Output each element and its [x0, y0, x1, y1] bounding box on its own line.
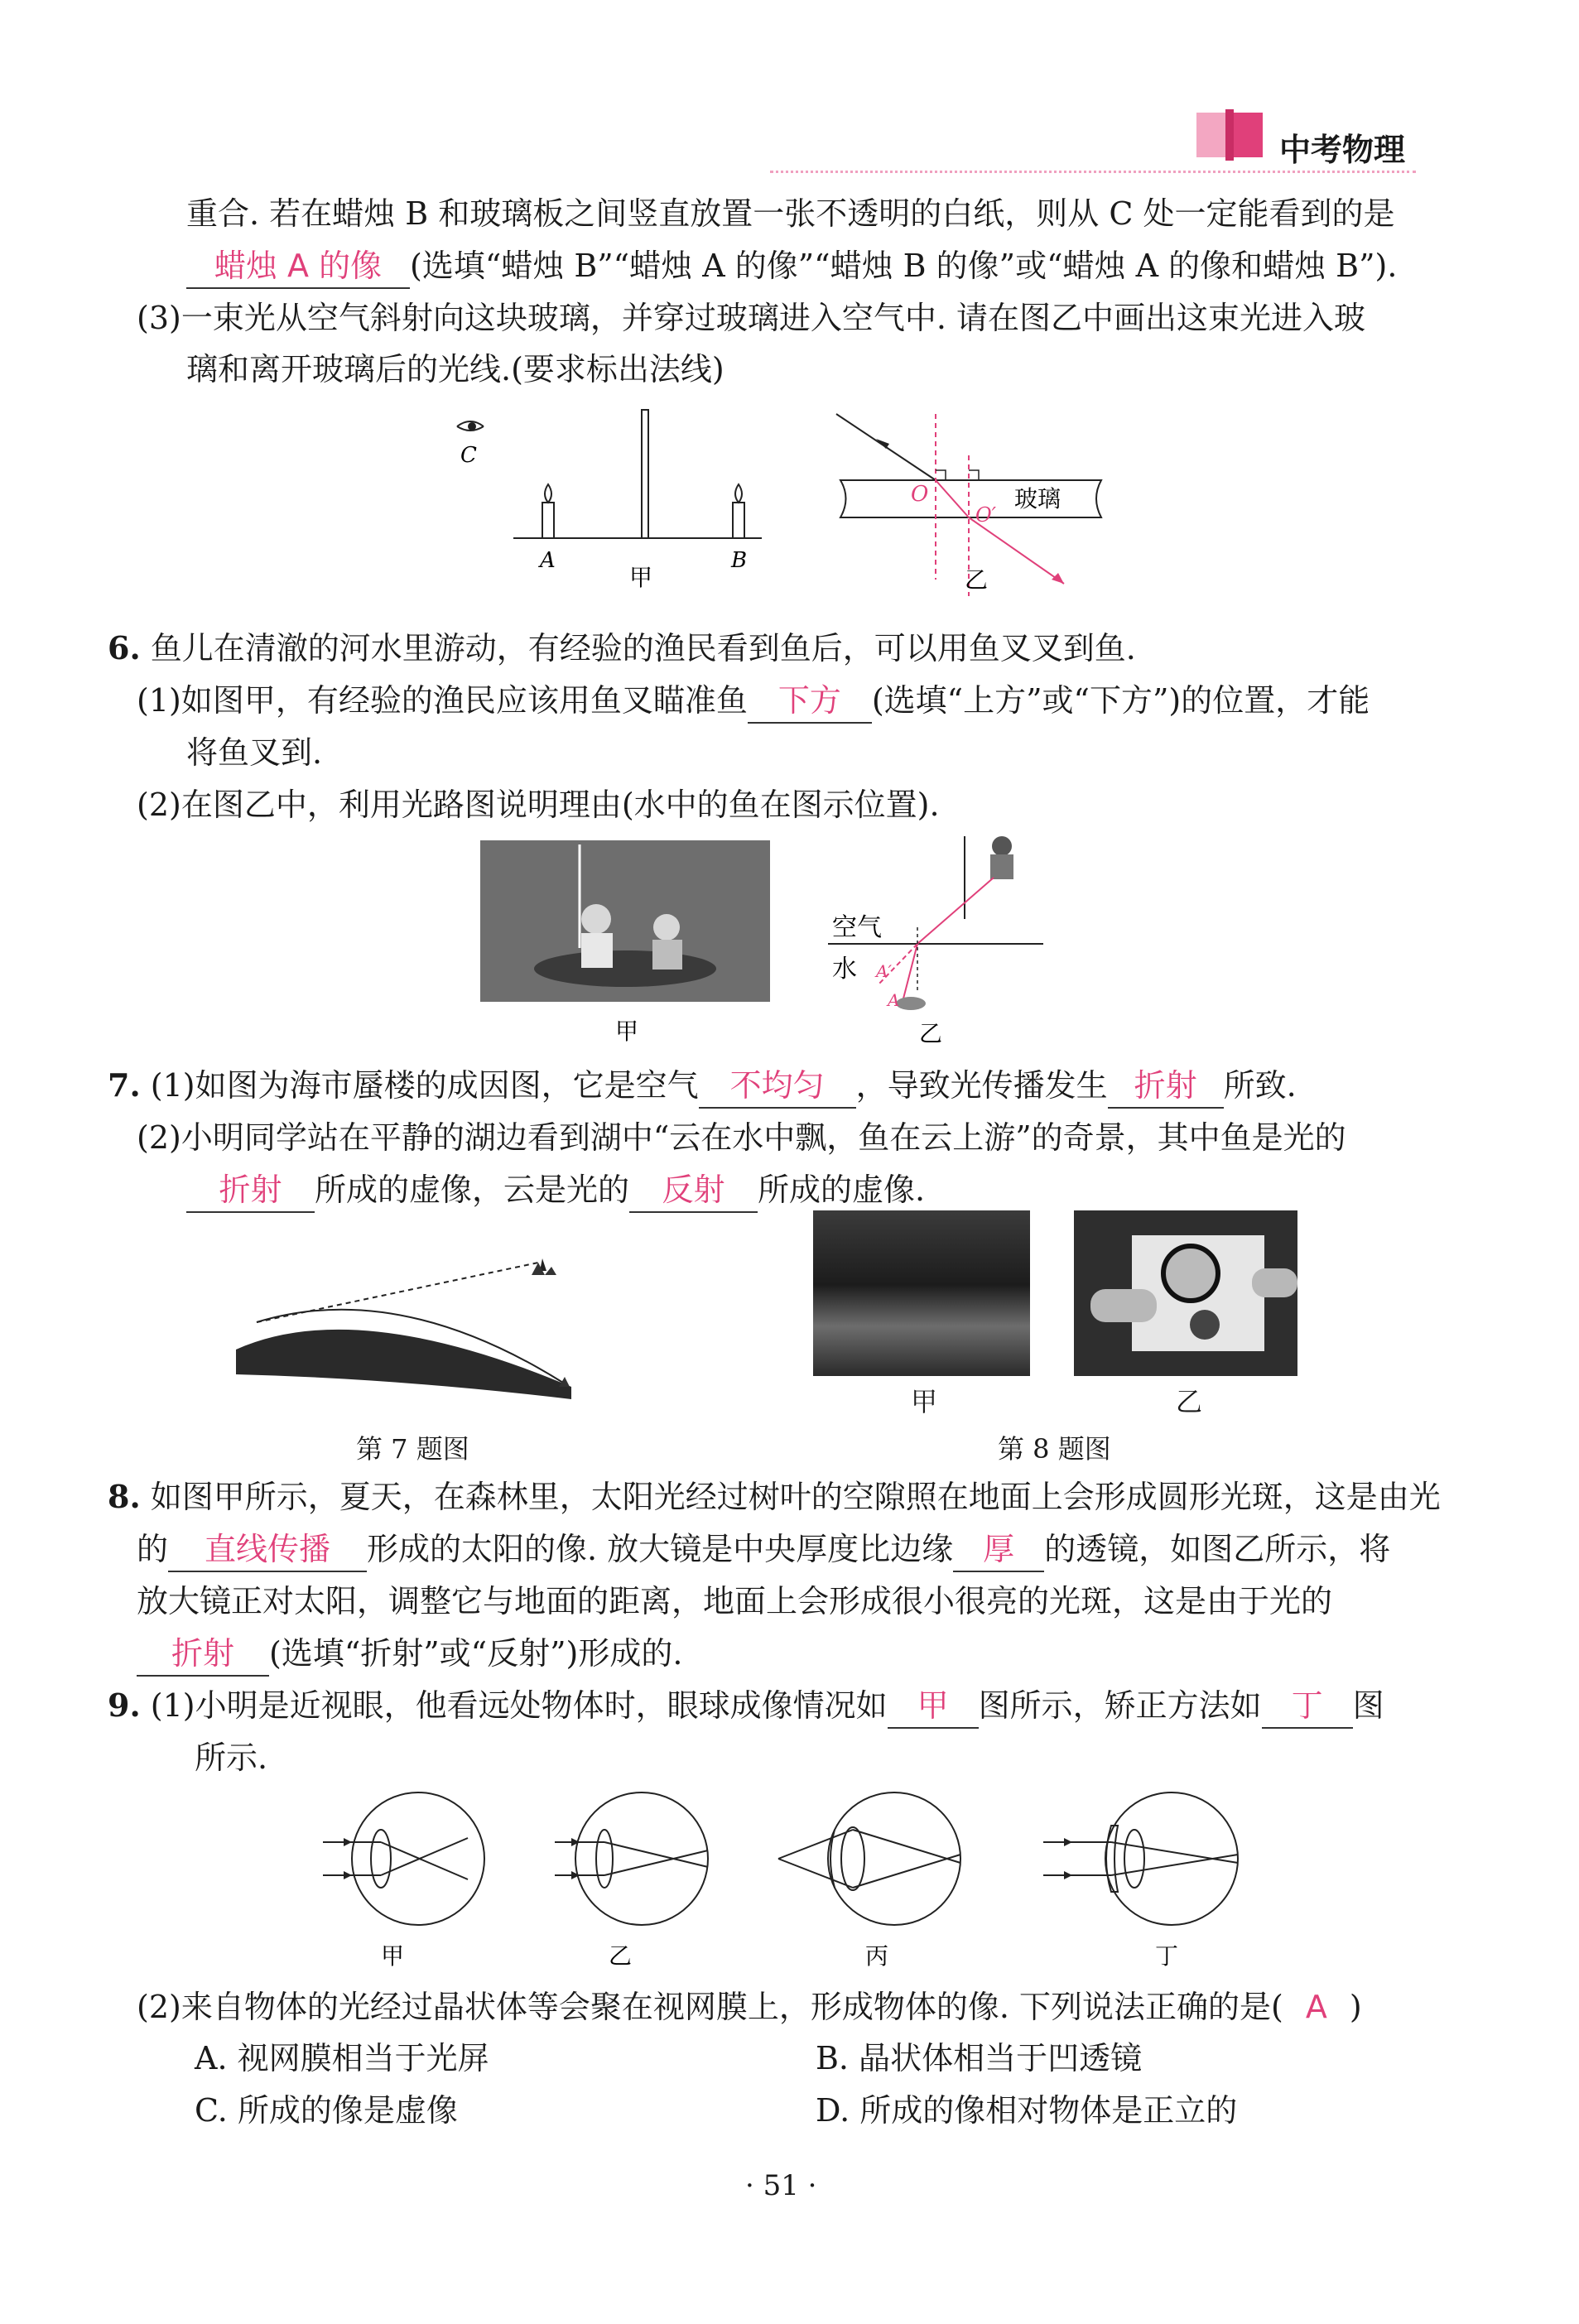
label-a: A [540, 548, 556, 573]
label-yi: 乙 [609, 1942, 633, 1970]
q7-p1-post: 所致. [1223, 1067, 1297, 1104]
q9-option-a: A. 视网膜相当于光屏 [195, 2040, 489, 2076]
q9-p2-answer: A [1305, 1989, 1327, 2025]
q5-line2-rest: (选填“蜡烛 B”“蜡烛 A 的像”“蜡烛 B 的像”或“蜡烛 A 的像和蜡烛 B”). [410, 248, 1398, 284]
q9-answer1: 甲 [888, 1684, 979, 1729]
q7-p2-line1: (2)小明同学站在平静的湖边看到湖中“云在水中飘，鱼在云上游”的奇景，其中鱼是光的 [137, 1119, 1346, 1156]
eye-diagram-jia [323, 1792, 484, 1970]
label-air: 空气 [832, 913, 882, 942]
label-glass: 玻璃 [1014, 485, 1061, 512]
q8-line2 [137, 1528, 1390, 1572]
label-a-prime: A′ [876, 961, 892, 981]
q5-p3-line1: (3)一束光从空气斜射向这块玻璃，并穿过玻璃进入空气中. 请在图乙中画出这束光进入玻 [137, 300, 1365, 336]
q5-answer: 蜡烛 A 的像 [186, 244, 410, 289]
label-bing: 丙 [865, 1942, 889, 1970]
q8-l2-pre: 的 [137, 1531, 169, 1567]
label-ding: 丁 [1155, 1942, 1179, 1970]
q6-figure-yi [820, 828, 1052, 1047]
q8-photo-yi [1074, 1210, 1297, 1376]
q7-p1-mid: ，导致光传播发生 [855, 1067, 1108, 1104]
q7-p1 [108, 1064, 1297, 1109]
q8-answer3: 折射 [137, 1632, 269, 1677]
q9-p2 [137, 1985, 1362, 2028]
q6-p1-answer: 下方 [748, 679, 872, 724]
candle-b [733, 484, 744, 538]
header-rule [770, 171, 1416, 173]
q8-caption-yi: 乙 [1176, 1386, 1203, 1417]
q9-eye-diagrams [315, 1780, 1292, 1979]
q9-p1-line2: 所示. [195, 1739, 268, 1776]
label-water: 水 [832, 955, 857, 984]
q6-p1 [137, 679, 1370, 724]
q5-line1: 重合. 若在蜡烛 B 和玻璃板之间竖直放置一张不透明的白纸，则从 C 处一定能看到的是 [186, 195, 1395, 232]
caption-yi: 乙 [919, 1020, 943, 1047]
q7-answer4: 反射 [629, 1168, 758, 1213]
q8-line1 [108, 1475, 1441, 1518]
book-icon [1192, 106, 1267, 164]
q5-figure-yi [828, 397, 1126, 604]
q8-l2-mid: 形成的太阳的像. 放大镜是中央厚度比边缘 [367, 1531, 954, 1567]
q6-figure-jia [480, 840, 778, 1047]
q9-p2-close: ) [1349, 1989, 1362, 2025]
q7-figure-caption: 第 7 题图 [356, 1433, 469, 1465]
label-o: O [911, 482, 929, 507]
q9-option-d: D. 所成的像相对物体是正立的 [816, 2092, 1238, 2129]
q7-figure-mirage [232, 1246, 596, 1412]
q6-p1-post: (选填“上方”或“下方”)的位置，才能 [871, 682, 1370, 719]
q8-photo-jia [813, 1210, 1030, 1376]
q6-p1-line2: 将鱼叉到. [186, 734, 323, 771]
header-title: 中考物理 [1279, 132, 1406, 168]
label-o-prime: O′ [975, 503, 997, 527]
q5-line2 [186, 244, 1397, 289]
q8-l4-post: (选填“折射”或“反射”)形成的. [269, 1635, 683, 1672]
eye-diagram-ding [1043, 1792, 1238, 1970]
eye-diagram-bing [778, 1792, 960, 1970]
label-c: C [460, 443, 477, 468]
q9-number: 9. [108, 1686, 141, 1724]
eye-icon [457, 421, 484, 431]
q7-number: 7. [108, 1066, 141, 1104]
q7-answer3: 折射 [186, 1168, 315, 1213]
q9-p1-mid: 图所示，矫正方法如 [978, 1687, 1262, 1724]
q6-stem-text: 鱼儿在清澈的河水里游动，有经验的渔民看到鱼后，可以用鱼叉叉到鱼. [150, 630, 1136, 666]
eye-diagram-yi [555, 1792, 708, 1970]
q7-p1-pre: (1)如图为海市蜃楼的成因图，它是空气 [150, 1067, 699, 1104]
label-a: A [888, 990, 900, 1010]
q9-option-c: C. 所成的像是虚像 [195, 2092, 458, 2129]
q9-option-b: B. 晶状体相当于凹透镜 [816, 2040, 1143, 2076]
candle-a [542, 484, 554, 538]
page-header [0, 0, 1579, 166]
q6-stem [108, 627, 1136, 670]
q9-p2-text: (2)来自物体的光经过晶状体等会聚在视网膜上，形成物体的像. 下列说法正确的是( [137, 1989, 1283, 2025]
caption-jia: 甲 [629, 564, 653, 591]
q8-answer1: 直线传播 [168, 1528, 367, 1572]
q6-p1-pre: (1)如图甲，有经验的渔民应该用鱼叉瞄准鱼 [137, 682, 748, 719]
label-jia: 甲 [381, 1942, 405, 1970]
q8-number: 8. [108, 1478, 141, 1515]
caption-yi: 乙 [965, 566, 989, 594]
q8-l2-post: 的透镜，如图乙所示，将 [1044, 1531, 1391, 1567]
q7-p2-line2 [186, 1168, 925, 1213]
q7-p2-mid: 所成的虚像，云是光的 [315, 1172, 630, 1208]
q6-p2: (2)在图乙中，利用光路图说明理由(水中的鱼在图示位置). [137, 787, 940, 823]
q9-p1 [108, 1684, 1384, 1729]
q6-number: 6. [108, 629, 141, 666]
q8-line3: 放大镜正对太阳，调整它与地面的距离，地面上会形成很小很亮的光斑，这是由于光的 [137, 1583, 1333, 1619]
q9-answer2: 丁 [1262, 1684, 1353, 1729]
page-number: · 51 · [745, 2169, 817, 2202]
caption-jia: 甲 [615, 1018, 639, 1045]
q8-answer2: 厚 [953, 1528, 1044, 1572]
q7-answer2: 折射 [1108, 1064, 1224, 1109]
q5-figure-jia [447, 402, 778, 600]
q9-p1-pre: (1)小明是近视眼，他看远处物体时，眼球成像情况如 [150, 1687, 888, 1724]
label-b: B [731, 548, 748, 573]
q9-p1-post: 图 [1352, 1687, 1384, 1724]
q8-caption-jia: 甲 [911, 1386, 938, 1417]
q7-p2-post: 所成的虚像. [758, 1172, 926, 1208]
q8-figure-caption: 第 8 题图 [998, 1433, 1111, 1465]
q8-line1-text: 如图甲所示，夏天，在森林里，太阳光经过树叶的空隙照在地面上会形成圆形光斑，这是由光 [150, 1479, 1441, 1515]
q8-line4 [137, 1632, 682, 1677]
q7-answer1: 不均匀 [699, 1064, 856, 1109]
q5-p3-line2: 璃和离开玻璃后的光线.(要求标出法线) [186, 351, 725, 387]
